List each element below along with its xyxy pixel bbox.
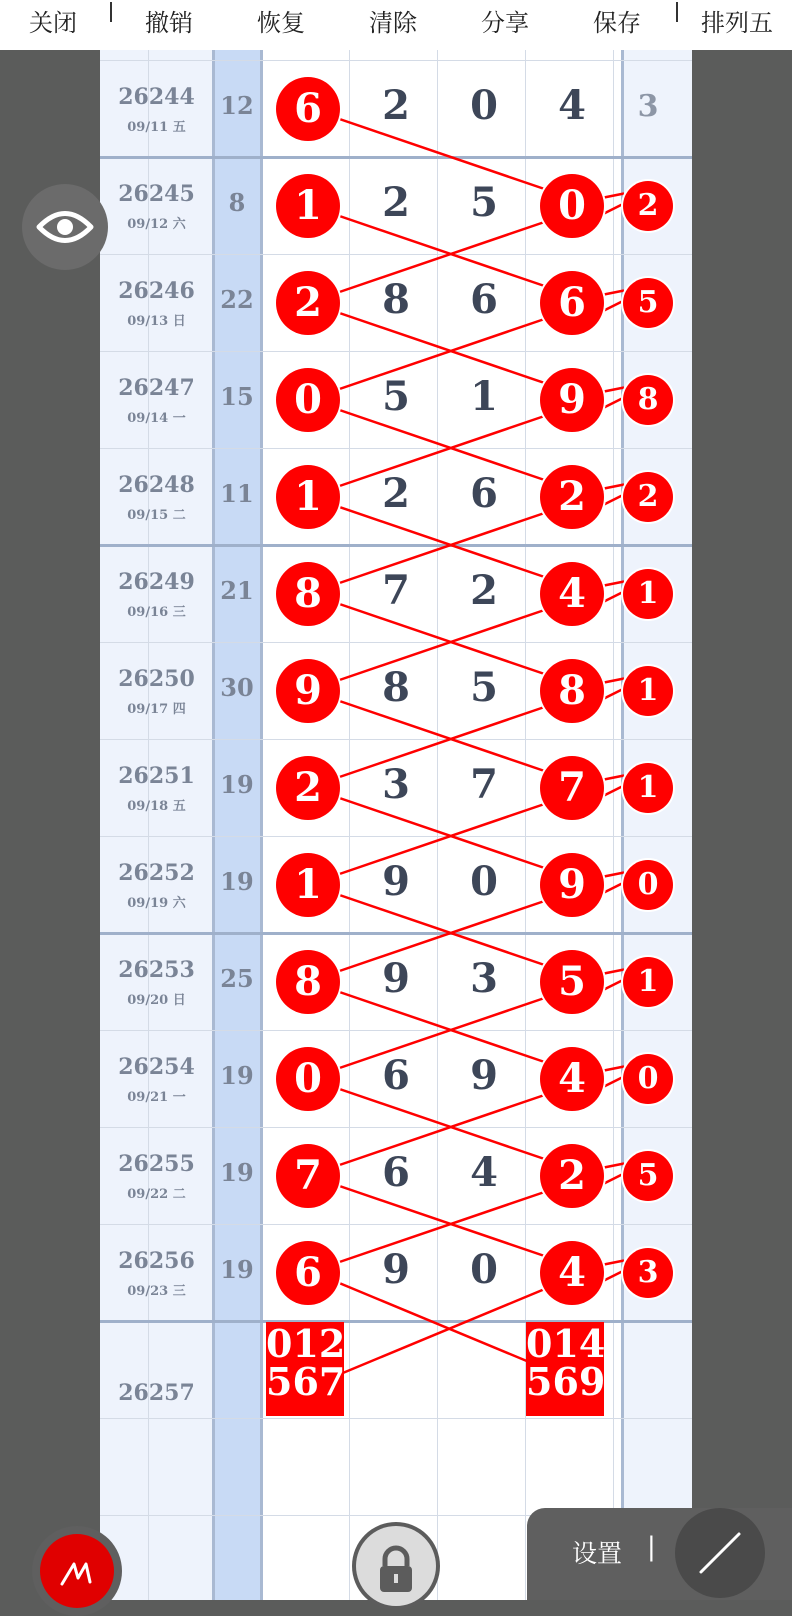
issue-date: 09/23 三: [127, 1284, 186, 1299]
digit2-value[interactable]: 2: [382, 178, 410, 226]
digit3-value[interactable]: 6: [470, 275, 498, 323]
toolbar-separator: [110, 2, 112, 22]
prediction-col4-line1: 014: [526, 1321, 606, 1366]
issue-number: 26248: [118, 472, 195, 498]
line-col4-to-span: [604, 883, 624, 893]
issue-date: 09/13 日: [127, 314, 186, 329]
line-col4-to-span: [604, 1174, 624, 1184]
span-ball[interactable]: 0: [623, 860, 673, 910]
prediction-col1[interactable]: [266, 1322, 344, 1416]
line-col4-to-span: [604, 776, 624, 780]
digit1-ball[interactable]: 1: [276, 174, 340, 238]
issue-date: 09/20 日: [127, 993, 186, 1008]
line-col4-to-span: [604, 1077, 624, 1087]
clear-button[interactable]: 清除: [369, 9, 417, 37]
issue-number: 26249: [118, 569, 195, 595]
sum-value: 11: [220, 479, 254, 508]
line-col4-to-span: [604, 970, 624, 974]
close-button[interactable]: 关闭: [29, 9, 77, 37]
span-ball[interactable]: 1: [623, 957, 673, 1007]
digit4-ball[interactable]: 4: [540, 1047, 604, 1111]
digit3-value[interactable]: 0: [470, 81, 498, 129]
digit1-ball[interactable]: 0: [276, 368, 340, 432]
line-col4-to-span: [604, 495, 624, 505]
line-col4-to-span: [604, 398, 624, 408]
issue-number: 26244: [118, 84, 195, 110]
digit1-ball[interactable]: 2: [276, 756, 340, 820]
issue-date: 09/17 四: [127, 702, 186, 717]
settings-panel: [527, 1508, 792, 1600]
line-col4-to-span: [604, 1261, 624, 1265]
lock-icon: [352, 1522, 440, 1610]
sum-value: 12: [220, 91, 254, 120]
sum-value: 25: [220, 964, 254, 993]
line-col4-to-span: [604, 204, 624, 214]
issue-date: 09/15 二: [127, 508, 186, 523]
digit3-value[interactable]: 4: [470, 1148, 498, 1196]
line-tool-icon: [675, 1508, 765, 1598]
digit2-value[interactable]: 9: [382, 857, 410, 905]
issue-number: 26255: [118, 1151, 195, 1177]
span-ball[interactable]: 0: [623, 1054, 673, 1104]
issue-date: 09/16 三: [127, 605, 186, 620]
sum-value: 19: [220, 770, 254, 799]
digit4-ball[interactable]: 9: [540, 853, 604, 917]
issue-number: 26254: [118, 1054, 195, 1080]
span-ball[interactable]: 5: [623, 278, 673, 328]
prediction-col1-line1: 012: [266, 1321, 346, 1366]
span-ball[interactable]: 2: [623, 181, 673, 231]
digit3-value[interactable]: 3: [470, 954, 498, 1002]
digit1-ball[interactable]: 2: [276, 271, 340, 335]
digit4-value[interactable]: 4: [558, 81, 586, 129]
line-col4-to-span: [604, 980, 624, 990]
toolbar-separator: [676, 2, 678, 22]
digit2-value[interactable]: 9: [382, 954, 410, 1002]
eye-toggle-button[interactable]: [22, 184, 108, 270]
digit3-value[interactable]: 5: [470, 178, 498, 226]
digit1-ball[interactable]: 7: [276, 1144, 340, 1208]
digit2-value[interactable]: 8: [382, 663, 410, 711]
digit2-value[interactable]: 6: [382, 1148, 410, 1196]
issue-date: 09/19 六: [127, 896, 186, 911]
digit4-ball[interactable]: 4: [540, 1241, 604, 1305]
digit4-ball[interactable]: 4: [540, 562, 604, 626]
line-tool-button[interactable]: [675, 1508, 765, 1598]
sum-value: 19: [220, 1061, 254, 1090]
issue-number: 26253: [118, 957, 195, 983]
digit4-ball[interactable]: 5: [540, 950, 604, 1014]
issue-number: 26251: [118, 763, 195, 789]
span-ball[interactable]: 8: [623, 375, 673, 425]
span-ball[interactable]: 2: [623, 472, 673, 522]
digit2-value[interactable]: 3: [382, 760, 410, 808]
span-value: 3: [637, 88, 659, 124]
sum-value: 8: [228, 188, 246, 217]
digit4-ball[interactable]: 2: [540, 1144, 604, 1208]
share-button[interactable]: 分享: [481, 9, 529, 37]
prediction-col4-line2: 569: [526, 1359, 606, 1404]
digit1-ball[interactable]: 1: [276, 853, 340, 917]
digit4-ball[interactable]: 9: [540, 368, 604, 432]
lottery-type-button[interactable]: 排列五: [701, 9, 773, 37]
line-col4-to-span: [604, 301, 624, 311]
sum-value: 19: [220, 1255, 254, 1284]
digit1-ball[interactable]: 0: [276, 1047, 340, 1111]
span-ball[interactable]: 5: [623, 1151, 673, 1201]
digit2-value[interactable]: 9: [382, 1245, 410, 1293]
issue-date: 09/12 六: [127, 217, 186, 232]
digit1-ball[interactable]: 9: [276, 659, 340, 723]
issue-number: 26250: [118, 666, 195, 692]
span-ball[interactable]: 3: [623, 1248, 673, 1298]
digit3-value[interactable]: 2: [470, 566, 498, 614]
line-col4-to-span: [604, 1067, 624, 1071]
digit4-ball[interactable]: 7: [540, 756, 604, 820]
digit4-ball[interactable]: 2: [540, 465, 604, 529]
issue-number: 26256: [118, 1248, 195, 1274]
digit3-value[interactable]: 7: [470, 760, 498, 808]
issue-number: 26246: [118, 278, 195, 304]
digit1-ball[interactable]: 6: [276, 77, 340, 141]
digit3-value[interactable]: 0: [470, 1245, 498, 1293]
redo-button[interactable]: 恢复: [257, 9, 305, 37]
line-col4-to-span: [604, 582, 624, 586]
eye-icon: [22, 184, 108, 270]
line-col4-to-span: [604, 592, 624, 602]
digit2-value[interactable]: 6: [382, 1051, 410, 1099]
digit4-ball[interactable]: 8: [540, 659, 604, 723]
sum-value: 30: [220, 673, 254, 702]
line-col4-to-span: [604, 679, 624, 683]
digit3-value[interactable]: 6: [470, 469, 498, 517]
digit2-value[interactable]: 8: [382, 275, 410, 323]
settings-button[interactable]: 设置: [572, 1539, 623, 1568]
pen-tool-button[interactable]: [32, 1526, 122, 1616]
line-col4-to-span: [604, 1271, 624, 1281]
sum-value: 19: [220, 867, 254, 896]
digit2-value[interactable]: 2: [382, 81, 410, 129]
lock-button[interactable]: [352, 1522, 440, 1610]
digit4-ball[interactable]: 0: [540, 174, 604, 238]
digit2-value[interactable]: 7: [382, 566, 410, 614]
sum-value: 19: [220, 1158, 254, 1187]
sum-value: 15: [220, 382, 254, 411]
span-ball[interactable]: 1: [623, 569, 673, 619]
pen-icon: [40, 1534, 114, 1608]
digit1-ball[interactable]: 8: [276, 950, 340, 1014]
prediction-col4[interactable]: [526, 1322, 604, 1416]
line-col4-to-span: [604, 873, 624, 877]
issue-date: 09/18 五: [127, 799, 186, 814]
trend-chart-board[interactable]: [100, 50, 692, 1600]
issue-date: 09/14 一: [127, 411, 186, 426]
settings-separator: |: [647, 1532, 656, 1562]
prediction-issue: 26257: [118, 1380, 195, 1406]
span-ball[interactable]: 1: [623, 666, 673, 716]
sum-value: 21: [220, 576, 254, 605]
digit3-value[interactable]: 5: [470, 663, 498, 711]
span-ball[interactable]: 1: [623, 763, 673, 813]
issue-date: 09/22 二: [127, 1187, 186, 1202]
digit3-value[interactable]: 9: [470, 1051, 498, 1099]
line-col4-to-span: [604, 194, 624, 198]
prediction-col1-line2: 567: [266, 1359, 346, 1404]
line-col4-to-span: [604, 689, 624, 699]
sum-value: 22: [220, 285, 254, 314]
line-col4-to-span: [604, 1164, 624, 1168]
issue-number: 26252: [118, 860, 195, 886]
digit3-value[interactable]: 1: [470, 372, 498, 420]
issue-date: 09/21 一: [127, 1090, 186, 1105]
undo-button[interactable]: 撤销: [145, 9, 193, 37]
line-col1-to-col4: [338, 1283, 546, 1370]
digit2-value[interactable]: 2: [382, 469, 410, 517]
issue-number: 26245: [118, 181, 195, 207]
digit1-ball[interactable]: 8: [276, 562, 340, 626]
line-col4-to-span: [604, 388, 624, 392]
save-button[interactable]: 保存: [593, 9, 641, 37]
digit4-ball[interactable]: 6: [540, 271, 604, 335]
digit2-value[interactable]: 5: [382, 372, 410, 420]
issue-date: 09/11 五: [127, 120, 186, 135]
digit1-ball[interactable]: 6: [276, 1241, 340, 1305]
digit1-ball[interactable]: 1: [276, 465, 340, 529]
line-col4-to-span: [604, 786, 624, 796]
issue-number: 26247: [118, 375, 195, 401]
line-col4-to-col1: [338, 1289, 546, 1376]
top-toolbar: [0, 0, 792, 50]
line-col4-to-span: [604, 291, 624, 295]
digit3-value[interactable]: 0: [470, 857, 498, 905]
line-col4-to-span: [604, 485, 624, 489]
